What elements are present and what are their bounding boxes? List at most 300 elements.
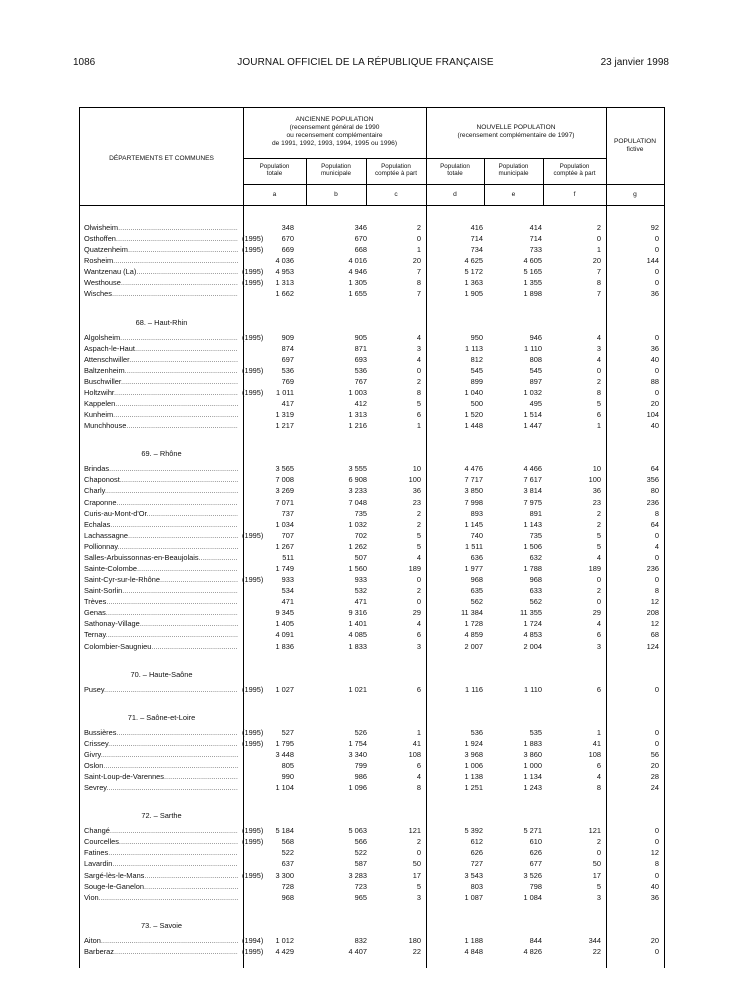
- table-row: [80, 641, 664, 652]
- population-municipale-old: 536: [354, 365, 367, 375]
- population-fictive: 236: [646, 497, 659, 507]
- population-part-new: 8: [596, 783, 601, 793]
- population-totale-old: 3 300: [275, 870, 294, 880]
- population-part-old: 5: [416, 530, 421, 540]
- population-totale-new: 727: [470, 859, 483, 869]
- population-municipale-old: 1 754: [348, 738, 367, 748]
- population-part-new: 6: [596, 760, 601, 770]
- population-municipale-old: 1 833: [348, 641, 367, 651]
- commune-name: Wisches .....: [84, 288, 238, 299]
- population-municipale-old: 6 908: [348, 475, 367, 485]
- population-municipale-old: 346: [354, 223, 367, 232]
- table-row: [80, 474, 664, 485]
- population-part-new: 5: [596, 881, 601, 891]
- population-totale-new: 5 392: [464, 826, 483, 836]
- population-part-old: 23: [412, 497, 421, 507]
- population-part-old: 6: [416, 410, 421, 420]
- population-municipale-new: 7 617: [523, 475, 542, 485]
- population-totale-new: 1 905: [464, 289, 483, 299]
- population-part-new: 3: [596, 892, 601, 902]
- population-municipale-old: 799: [354, 760, 367, 770]
- population-municipale-old: 1 021: [348, 684, 367, 694]
- population-part-old: 121: [408, 826, 421, 836]
- table-row: [80, 607, 664, 618]
- table-row: [80, 782, 664, 793]
- population-totale-old: 728: [281, 881, 294, 891]
- population-municipale-new: 4 605: [523, 256, 542, 266]
- column-letter: a: [272, 191, 277, 198]
- sub-header-municipale-b: Population municipale: [320, 163, 352, 177]
- census-year: (1995): [242, 946, 264, 956]
- population-totale-old: 417: [281, 399, 294, 409]
- population-totale-new: 3 543: [464, 870, 483, 880]
- population-part-new: 4: [596, 332, 601, 342]
- population-part-old: 2: [416, 837, 421, 847]
- population-municipale-old: 1 401: [348, 619, 367, 629]
- population-totale-new: 612: [470, 837, 483, 847]
- population-totale-new: 4 859: [464, 630, 483, 640]
- population-totale-new: 1 040: [464, 387, 483, 397]
- population-part-old: 4: [416, 552, 421, 562]
- population-municipale-new: 946: [529, 332, 542, 342]
- population-part-old: 2: [416, 223, 421, 232]
- commune-name: Kappelen .....: [84, 398, 238, 409]
- table-row: [80, 387, 664, 398]
- population-part-new: 29: [592, 608, 601, 618]
- population-part-old: 22: [412, 946, 421, 956]
- column-letter: g: [633, 191, 637, 198]
- table-row: [80, 563, 664, 574]
- table-row: [80, 552, 664, 563]
- population-municipale-new: 735: [529, 530, 542, 540]
- commune-name: Westhouse .....: [84, 277, 238, 288]
- population-part-old: 3: [416, 641, 421, 651]
- population-fictive: 36: [650, 289, 659, 299]
- population-fictive: 0: [654, 684, 659, 694]
- population-part-old: 4: [416, 332, 421, 342]
- population-part-old: 3: [416, 892, 421, 902]
- population-municipale-old: 965: [354, 892, 367, 902]
- population-municipale-new: 1 788: [523, 564, 542, 573]
- population-totale-new: 3 850: [464, 486, 483, 496]
- population-municipale-new: 844: [529, 935, 542, 945]
- population-part-old: 6: [416, 630, 421, 640]
- population-part-old: 3: [416, 343, 421, 353]
- page-number: 1086: [73, 57, 96, 68]
- population-totale-new: 1 138: [464, 772, 483, 782]
- population-municipale-new: 7 975: [523, 497, 542, 507]
- population-totale-new: 4 625: [464, 256, 483, 266]
- population-municipale-new: 897: [529, 376, 542, 386]
- population-totale-new: 1 087: [464, 892, 483, 902]
- population-totale-new: 7 717: [464, 475, 483, 485]
- population-totale-old: 805: [281, 760, 294, 770]
- table-row: [80, 684, 664, 695]
- population-totale-new: 636: [470, 552, 483, 562]
- population-part-old: 2: [416, 519, 421, 529]
- population-fictive: 0: [654, 387, 659, 397]
- population-part-new: 22: [592, 946, 601, 956]
- population-municipale-old: 7 048: [348, 497, 367, 507]
- population-municipale-new: 968: [529, 575, 542, 585]
- population-part-old: 10: [412, 464, 421, 474]
- commune-name: Craponne .....: [84, 497, 238, 508]
- department-heading: 69. – Rhône: [141, 449, 182, 459]
- population-fictive: 12: [650, 848, 659, 858]
- population-municipale-new: 4 853: [523, 630, 542, 640]
- population-municipale-old: 1 216: [348, 421, 367, 431]
- population-totale-new: 4 848: [464, 946, 483, 956]
- population-totale-new: 1 116: [465, 684, 483, 694]
- population-municipale-old: 670: [354, 234, 367, 244]
- column-letter: e: [511, 191, 516, 198]
- population-fictive: 0: [654, 245, 659, 255]
- population-municipale-new: 3 526: [523, 870, 542, 880]
- table-row: [80, 485, 664, 496]
- population-municipale-old: 933: [354, 575, 367, 585]
- table-row: [80, 892, 664, 903]
- population-fictive: 0: [654, 837, 659, 847]
- population-municipale-old: 767: [354, 376, 367, 386]
- population-totale-old: 511: [282, 552, 294, 562]
- population-totale-new: 2 007: [464, 641, 483, 651]
- population-fictive: 0: [654, 267, 659, 277]
- population-municipale-old: 702: [354, 530, 367, 540]
- population-municipale-new: 891: [529, 508, 542, 518]
- table-row: [80, 825, 664, 836]
- population-municipale-old: 4 085: [348, 630, 367, 640]
- table-row: [80, 222, 664, 233]
- table-row: [80, 255, 664, 266]
- population-fictive: 0: [654, 727, 659, 737]
- census-year: (1995): [242, 332, 264, 342]
- population-part-new: 23: [592, 497, 601, 507]
- commune-name: Holtzwihr .....: [84, 387, 238, 398]
- population-totale-old: 968: [281, 892, 294, 902]
- population-part-old: 0: [416, 597, 421, 607]
- population-municipale-new: 562: [529, 597, 542, 607]
- population-totale-old: 3 565: [275, 464, 294, 474]
- population-part-new: 2: [596, 837, 601, 847]
- population-totale-old: 534: [281, 586, 294, 596]
- population-part-old: 36: [412, 486, 421, 496]
- population-municipale-new: 610: [529, 837, 542, 847]
- population-totale-new: 812: [470, 354, 483, 364]
- population-municipale-old: 522: [354, 848, 367, 858]
- population-municipale-new: 733: [529, 245, 542, 255]
- population-totale-new: 1 188: [464, 935, 483, 945]
- population-fictive: 144: [646, 256, 659, 266]
- population-municipale-new: 3 860: [523, 749, 542, 759]
- nouvelle-population-header: NOUVELLE POPULATION (recensement complémentaire de 1997): [457, 124, 575, 139]
- population-part-old: 29: [412, 608, 421, 618]
- population-part-old: 0: [416, 365, 421, 375]
- population-part-new: 8: [596, 278, 601, 288]
- population-totale-old: 9 345: [275, 608, 294, 618]
- commune-name: Pusey .....: [84, 684, 238, 695]
- population-totale-new: 536: [470, 727, 483, 737]
- population-part-new: 6: [596, 630, 601, 640]
- population-totale-old: 5 184: [275, 826, 294, 836]
- population-part-old: 5: [416, 399, 421, 409]
- population-totale-new: 545: [470, 365, 483, 375]
- population-part-new: 5: [596, 541, 601, 551]
- population-municipale-old: 9 316: [348, 608, 367, 618]
- population-part-new: 100: [588, 475, 601, 485]
- population-municipale-new: 632: [529, 552, 542, 562]
- population-municipale-new: 677: [529, 859, 542, 869]
- commune-name: Genas .....: [84, 607, 238, 618]
- census-year: (1995): [242, 267, 264, 277]
- population-fictive: 40: [650, 354, 659, 364]
- population-municipale-old: 4 407: [348, 946, 367, 956]
- table-row: [80, 365, 664, 376]
- population-totale-old: 1 749: [275, 564, 294, 573]
- commune-name: Colombier-Saugnieu .....: [84, 641, 238, 652]
- department-heading: 68. – Haut-Rhin: [135, 317, 188, 327]
- population-fictive: 36: [650, 892, 659, 902]
- population-part-new: 5: [596, 530, 601, 540]
- population-municipale-old: 507: [354, 552, 367, 562]
- population-fictive: 0: [654, 552, 659, 562]
- population-totale-new: 5 172: [464, 267, 483, 277]
- census-year: (1995): [242, 387, 264, 397]
- commune-name: Chaponost .....: [84, 474, 238, 485]
- population-part-old: 2: [416, 376, 421, 386]
- population-totale-old: 637: [281, 859, 294, 869]
- population-municipale-new: 495: [529, 399, 542, 409]
- commune-name: Sathonay-Village .....: [84, 618, 238, 629]
- population-part-old: 0: [416, 848, 421, 858]
- population-totale-old: 1 319: [275, 410, 294, 420]
- population-part-new: 1: [596, 245, 601, 255]
- population-municipale-old: 693: [354, 354, 367, 364]
- population-part-old: 41: [412, 738, 421, 748]
- table-row: [80, 760, 664, 771]
- population-municipale-new: 808: [529, 354, 542, 364]
- population-municipale-new: 1 000: [523, 760, 542, 770]
- census-year: (1995): [242, 826, 264, 836]
- population-part-old: 8: [416, 278, 421, 288]
- population-totale-old: 536: [281, 365, 294, 375]
- population-totale-new: 3 968: [464, 749, 483, 759]
- sub-header-totale-a: Population totale: [259, 163, 290, 177]
- population-part-old: 189: [408, 564, 421, 573]
- population-fictive: 28: [650, 772, 659, 782]
- population-part-new: 7: [596, 267, 601, 277]
- population-totale-old: 1 217: [275, 421, 294, 431]
- sub-header-totale-d: Population totale: [440, 163, 470, 177]
- population-municipale-new: 1 143: [523, 519, 542, 529]
- journal-title: JOURNAL OFFICIEL DE LA RÉPUBLIQUE FRANÇAISE: [237, 57, 494, 68]
- population-totale-old: 7 071: [275, 497, 294, 507]
- population-totale-new: 968: [470, 575, 483, 585]
- population-municipale-old: 1 003: [348, 387, 367, 397]
- commune-name: Fatines .....: [84, 847, 238, 858]
- commune-name: Saint-Loup-de-Varennes .....: [84, 771, 238, 782]
- population-totale-new: 740: [470, 530, 483, 540]
- population-municipale-old: 986: [354, 772, 367, 782]
- population-municipale-new: 2 004: [523, 641, 542, 651]
- commune-name: Kunheim .....: [84, 409, 238, 420]
- commune-name: Aiton .....: [84, 935, 238, 946]
- sub-header-part-f: Population comptée à part: [553, 163, 596, 177]
- population-fictive: 356: [646, 475, 659, 485]
- commune-name: Saint-Cyr-sur-le-Rhône .....: [84, 574, 238, 585]
- population-totale-new: 1 251: [464, 783, 483, 793]
- population-municipale-new: 11 355: [519, 608, 542, 618]
- population-part-new: 8: [596, 387, 601, 397]
- population-part-old: 4: [416, 354, 421, 364]
- population-part-old: 100: [408, 475, 421, 485]
- population-fictive: 92: [650, 223, 659, 232]
- population-part-old: 1: [416, 727, 421, 737]
- department-heading: 73. – Savoie: [140, 920, 183, 930]
- population-fictive: 20: [650, 760, 659, 770]
- population-totale-old: 4 953: [275, 267, 294, 277]
- population-part-new: 20: [592, 256, 601, 266]
- commune-name: Echalas .....: [84, 519, 238, 530]
- population-fictive: 8: [654, 586, 659, 596]
- commune-name: Oslon .....: [84, 760, 238, 771]
- population-part-old: 5: [416, 541, 421, 551]
- population-municipale-new: 545: [529, 365, 542, 375]
- population-part-new: 5: [596, 399, 601, 409]
- population-fictive: 8: [654, 508, 659, 518]
- population-municipale-old: 532: [354, 586, 367, 596]
- population-totale-old: 670: [281, 234, 294, 244]
- population-municipale-old: 471: [354, 597, 367, 607]
- commune-name: Baltzenheim .....: [84, 365, 238, 376]
- population-fictive-header: POPULATION fictive: [613, 138, 656, 153]
- population-totale-old: 990: [281, 772, 294, 782]
- population-part-new: 4: [596, 552, 601, 562]
- commune-name: Ternay .....: [84, 629, 238, 640]
- population-municipale-old: 832: [354, 935, 367, 945]
- population-municipale-new: 1 134: [523, 772, 542, 782]
- population-part-new: 108: [588, 749, 601, 759]
- population-table: [79, 107, 665, 968]
- population-part-old: 8: [416, 783, 421, 793]
- population-part-new: 344: [588, 935, 601, 945]
- population-totale-new: 416: [470, 223, 483, 232]
- census-year: (1995): [242, 727, 264, 737]
- table-row: [80, 881, 664, 892]
- population-municipale-new: 1 724: [523, 619, 542, 629]
- population-municipale-old: 735: [354, 508, 367, 518]
- population-part-new: 2: [596, 376, 601, 386]
- population-municipale-old: 1 032: [348, 519, 367, 529]
- population-municipale-old: 3 233: [348, 486, 367, 496]
- census-year: (1995): [242, 245, 264, 255]
- commune-name: Rosheim .....: [84, 255, 238, 266]
- population-totale-old: 4 036: [275, 256, 294, 266]
- population-part-new: 4: [596, 619, 601, 629]
- population-totale-old: 471: [281, 597, 294, 607]
- population-totale-old: 1 034: [275, 519, 294, 529]
- population-part-new: 3: [596, 641, 601, 651]
- population-part-new: 50: [592, 859, 601, 869]
- population-fictive: 0: [654, 826, 659, 836]
- census-year: (1995): [242, 870, 264, 880]
- table-row: [80, 727, 664, 738]
- population-fictive: 20: [650, 935, 659, 945]
- population-totale-old: 737: [281, 508, 294, 518]
- population-municipale-new: 1 243: [523, 783, 542, 793]
- population-municipale-new: 1 898: [523, 289, 542, 299]
- table-row: [80, 266, 664, 277]
- population-totale-old: 933: [281, 575, 294, 585]
- population-fictive: 0: [654, 278, 659, 288]
- population-part-old: 50: [412, 859, 421, 869]
- population-fictive: 56: [650, 749, 659, 759]
- commune-name: Wantzenau (La) .....: [84, 266, 238, 277]
- population-totale-new: 635: [470, 586, 483, 596]
- population-part-old: 6: [416, 760, 421, 770]
- table-row: [80, 771, 664, 782]
- table-row: [80, 288, 664, 299]
- population-municipale-new: 798: [529, 881, 542, 891]
- population-part-new: 2: [596, 519, 601, 529]
- population-totale-old: 1 027: [275, 684, 294, 694]
- population-fictive: 0: [654, 870, 659, 880]
- commune-name: Barberaz .....: [84, 946, 238, 957]
- commune-name: Algolsheim .....: [84, 332, 238, 343]
- population-municipale-old: 566: [354, 837, 367, 847]
- population-totale-new: 1 728: [464, 619, 483, 629]
- population-fictive: 0: [654, 234, 659, 244]
- population-fictive: 36: [650, 343, 659, 353]
- population-totale-old: 1 405: [275, 619, 294, 629]
- column-letter: d: [453, 191, 457, 198]
- population-totale-new: 1 511: [465, 541, 483, 551]
- population-part-new: 10: [592, 464, 601, 474]
- population-fictive: 208: [646, 608, 659, 618]
- population-part-new: 121: [588, 826, 601, 836]
- population-municipale-new: 1 032: [523, 387, 542, 397]
- population-part-old: 7: [416, 289, 421, 299]
- population-municipale-new: 1 447: [523, 421, 542, 431]
- population-part-new: 17: [592, 870, 601, 880]
- population-municipale-new: 4 826: [523, 946, 542, 956]
- population-municipale-old: 4 946: [348, 267, 367, 277]
- table-row: [80, 398, 664, 409]
- table-row: [80, 618, 664, 629]
- population-totale-new: 1 520: [464, 410, 483, 420]
- population-totale-old: 522: [281, 848, 294, 858]
- population-municipale-new: 1 084: [523, 892, 542, 902]
- population-part-new: 36: [592, 486, 601, 496]
- population-fictive: 88: [650, 376, 659, 386]
- population-municipale-new: 633: [529, 586, 542, 596]
- population-part-new: 4: [596, 772, 601, 782]
- commune-name: Pollionnay .....: [84, 541, 238, 552]
- commune-name: Munchhouse .....: [84, 420, 238, 431]
- population-totale-old: 1 313: [275, 278, 294, 288]
- table-row: [80, 530, 664, 541]
- population-municipale-old: 526: [354, 727, 367, 737]
- census-year: (1994): [242, 935, 264, 945]
- population-totale-old: 7 008: [275, 475, 294, 485]
- population-part-old: 0: [416, 575, 421, 585]
- population-municipale-new: 535: [529, 727, 542, 737]
- population-part-old: 20: [412, 256, 421, 266]
- population-municipale-new: 1 514: [523, 410, 542, 420]
- census-year: (1995): [242, 278, 264, 288]
- population-part-old: 180: [408, 935, 421, 945]
- table-row: [80, 420, 664, 431]
- population-totale-new: 1 113: [465, 343, 483, 353]
